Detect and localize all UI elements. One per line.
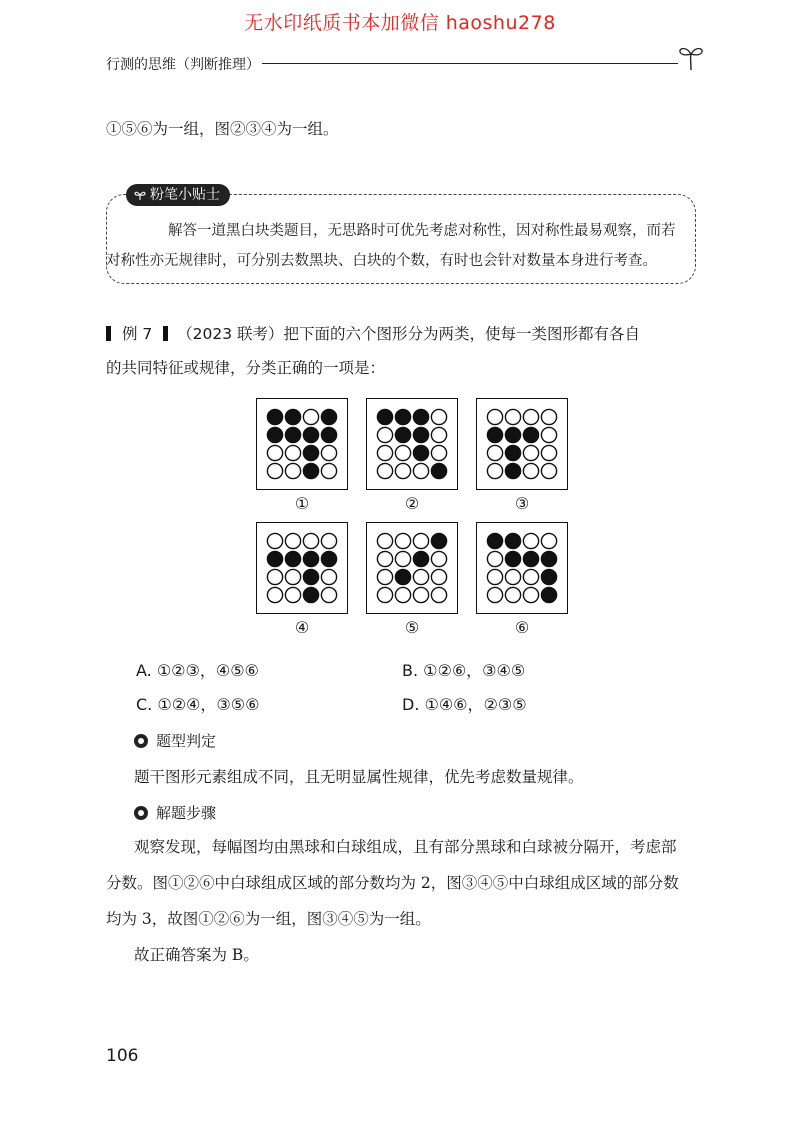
white-ball (395, 445, 410, 460)
option-a: A. ①②③，④⑤⑥ (136, 661, 259, 680)
running-head: 行测的思维（判断推理） (106, 57, 260, 73)
white-ball (267, 463, 282, 478)
white-ball (303, 533, 318, 548)
white-ball (267, 587, 282, 602)
white-ball (377, 551, 392, 566)
previous-answer-text: ①⑤⑥为一组，图②③④为一组。 (106, 120, 339, 138)
black-ball (541, 569, 556, 584)
white-ball (431, 587, 446, 602)
white-ball (523, 587, 538, 602)
black-ball (413, 551, 428, 566)
option-c: C. ①②④，③⑤⑥ (136, 695, 260, 714)
figure-label: ⑥ (514, 618, 530, 637)
white-ball (267, 569, 282, 584)
figure-label: ③ (514, 494, 530, 513)
black-ball (487, 427, 502, 442)
figure-label: ⑤ (404, 618, 420, 637)
white-ball (431, 427, 446, 442)
black-ball (541, 587, 556, 602)
figure-label: ④ (294, 618, 310, 637)
white-ball (285, 463, 300, 478)
label-bar (163, 326, 168, 341)
figure-1 (256, 398, 348, 490)
white-ball (377, 569, 392, 584)
white-ball (523, 533, 538, 548)
white-ball (487, 569, 502, 584)
tip-line: 解答一道黑白块类题目，无思路时可优先考虑对称性，因对称性最易观察，而若 (168, 223, 676, 239)
tip-text (106, 216, 678, 276)
black-ball (413, 427, 428, 442)
figure-3 (476, 398, 568, 490)
black-ball (377, 409, 392, 424)
steps-line-3: 均为 3，故图①②⑥为一组，图③④⑤为一组。 (106, 910, 431, 928)
black-ball (321, 427, 336, 442)
example-label: 例 7 (121, 325, 153, 343)
white-ball (413, 569, 428, 584)
black-ball (523, 551, 538, 566)
black-ball (395, 569, 410, 584)
black-ball (321, 551, 336, 566)
tip-tag (126, 184, 230, 206)
black-ball (505, 445, 520, 460)
white-ball (377, 445, 392, 460)
white-ball (413, 463, 428, 478)
question-source: （2023 联考） (177, 325, 284, 343)
ball-grid (376, 532, 448, 604)
white-ball (523, 445, 538, 460)
option-b: B. ①②⑥，③④⑤ (402, 661, 526, 680)
black-ball (505, 533, 520, 548)
white-ball (377, 533, 392, 548)
section-type-text: 题干图形元素组成不同，且无明显属性规律，优先考虑数量规律。 (134, 768, 584, 786)
section-type-heading (134, 730, 216, 751)
sprout-icon (134, 189, 146, 201)
white-ball (321, 587, 336, 602)
target-icon (134, 734, 148, 748)
black-ball (267, 427, 282, 442)
white-ball (541, 533, 556, 548)
black-ball (285, 409, 300, 424)
ball-grid (486, 532, 558, 604)
white-ball (541, 409, 556, 424)
white-ball (321, 445, 336, 460)
question-line-1 (106, 318, 700, 350)
ball-grid (486, 408, 558, 480)
white-ball (321, 533, 336, 548)
ball-grid (266, 408, 338, 480)
white-ball (321, 463, 336, 478)
tip-tag-label: 粉笔小贴士 (150, 187, 220, 203)
white-ball (413, 533, 428, 548)
white-ball (285, 569, 300, 584)
figure-4 (256, 522, 348, 614)
white-ball (285, 533, 300, 548)
white-ball (377, 427, 392, 442)
black-ball (303, 427, 318, 442)
sprout-icon (676, 42, 706, 72)
page-number: 106 (106, 1046, 139, 1066)
white-ball (523, 463, 538, 478)
figure-2 (366, 398, 458, 490)
black-ball (285, 551, 300, 566)
white-ball (267, 533, 282, 548)
white-ball (487, 587, 502, 602)
white-ball (395, 587, 410, 602)
white-ball (541, 463, 556, 478)
watermark: 无水印纸质书本加微信 haoshu278 (244, 12, 556, 34)
section-steps-heading (134, 802, 216, 823)
figure-label: ② (404, 494, 420, 513)
black-ball (303, 463, 318, 478)
white-ball (377, 463, 392, 478)
white-ball (523, 569, 538, 584)
figure-6 (476, 522, 568, 614)
black-ball (321, 409, 336, 424)
header-rule (262, 63, 678, 64)
section-type-title: 题型判定 (156, 732, 217, 750)
white-ball (487, 409, 502, 424)
white-ball (431, 409, 446, 424)
steps-answer: 故正确答案为 B。 (134, 946, 259, 964)
black-ball (395, 427, 410, 442)
white-ball (541, 445, 556, 460)
white-ball (321, 569, 336, 584)
pencil-icon (134, 806, 148, 820)
question-text: 把下面的六个图形分为两类，使每一类图形都有各自 (283, 325, 640, 343)
black-ball (413, 409, 428, 424)
black-ball (505, 551, 520, 566)
white-ball (487, 463, 502, 478)
option-d: D. ①④⑥，②③⑤ (402, 695, 527, 714)
black-ball (303, 551, 318, 566)
tip-line: 对称性亦无规律时，可分别去数黑块、白块的个数，有时也会针对数量本身进行考查。 (106, 253, 657, 269)
black-ball (303, 445, 318, 460)
black-ball (267, 409, 282, 424)
black-ball (505, 427, 520, 442)
black-ball (413, 445, 428, 460)
black-ball (395, 409, 410, 424)
figure-5 (366, 522, 458, 614)
white-ball (487, 551, 502, 566)
white-ball (395, 551, 410, 566)
white-ball (505, 409, 520, 424)
black-ball (303, 587, 318, 602)
black-ball (267, 551, 282, 566)
black-ball (541, 551, 556, 566)
white-ball (303, 409, 318, 424)
white-ball (487, 445, 502, 460)
white-ball (505, 587, 520, 602)
label-bar (106, 326, 111, 341)
black-ball (285, 427, 300, 442)
black-ball (523, 427, 538, 442)
white-ball (377, 587, 392, 602)
black-ball (431, 533, 446, 548)
ball-grid (266, 532, 338, 604)
white-ball (285, 445, 300, 460)
black-ball (303, 569, 318, 584)
white-ball (431, 445, 446, 460)
ball-grid (376, 408, 448, 480)
black-ball (487, 533, 502, 548)
white-ball (413, 587, 428, 602)
black-ball (431, 463, 446, 478)
white-ball (541, 427, 556, 442)
figure-label: ① (294, 494, 310, 513)
white-ball (267, 445, 282, 460)
white-ball (395, 533, 410, 548)
steps-line-1: 观察发现，每幅图均由黑球和白球组成，且有部分黑球和白球被分隔开，考虑部 (134, 838, 677, 856)
white-ball (431, 551, 446, 566)
white-ball (395, 463, 410, 478)
white-ball (431, 569, 446, 584)
question-line-2: 的共同特征或规律，分类正确的一项是： (106, 359, 386, 377)
section-steps-title: 解题步骤 (156, 804, 217, 822)
white-ball (523, 409, 538, 424)
white-ball (505, 569, 520, 584)
white-ball (285, 587, 300, 602)
steps-line-2: 分数。图①②⑥中白球组成区域的部分数均为 2，图③④⑤中白球组成区域的部分数 (106, 874, 679, 892)
black-ball (505, 463, 520, 478)
